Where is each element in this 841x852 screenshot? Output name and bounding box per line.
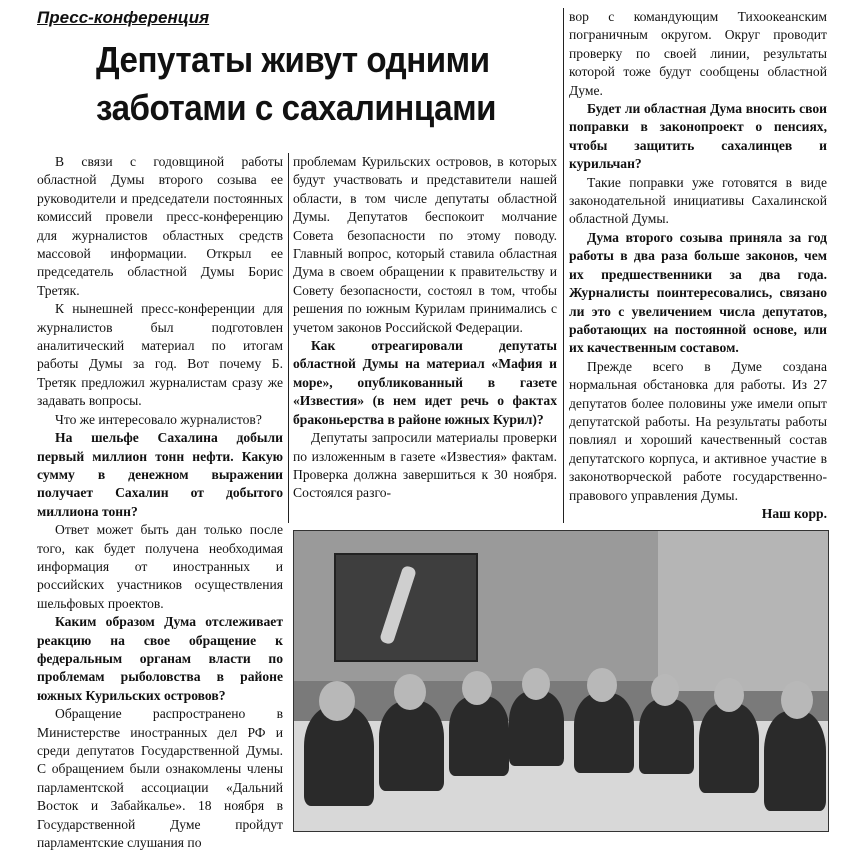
- answer-paragraph: Ответ может быть дан только после того, как будет получена необходимая информация от иностранных и российских участников осуществления шельфовых проектов.: [37, 522, 283, 611]
- photo-person: [699, 703, 759, 793]
- photo-head: [462, 671, 492, 705]
- photo-head: [522, 668, 550, 700]
- author-signature: Наш корр.: [761, 505, 827, 521]
- answer-paragraph: Такие поправки уже готовятся в виде законодательной инициативы Сахалинской областной Думы.: [569, 174, 827, 227]
- photo-head: [319, 681, 355, 721]
- photo-wall-map: [334, 553, 478, 662]
- photo-head: [781, 681, 813, 719]
- photo-person: [379, 701, 444, 791]
- photo-head: [714, 678, 744, 712]
- column-rule: [288, 153, 289, 523]
- question-paragraph: Будет ли областная Дума вносить свои поправки в законопроект о пенсиях, чтобы защитить сахалинцев и курильчан?: [569, 101, 827, 172]
- photo-head: [651, 674, 679, 706]
- question-paragraph: На шельфе Сахалина добыли первый миллион тонн нефти. Какую сумму в денежном выражении получает Сахалин от добытого миллиона тонн?: [37, 430, 283, 519]
- answer-paragraph: В связи с годовщиной работы областной Думы второго созыва ее руководители и председатели постоянных комиссий провели пресс-конференцию для журналистов областных средств массовой информации. Открыл ее председатель областной Думы Борис Третяк.: [37, 154, 283, 298]
- headline-line-1: Депутаты живут одними: [96, 39, 490, 80]
- answer-paragraph: проблемам Курильских островов, в которых будут участвовать и представители нашей области, в том числе депутаты областной Думы. Депутатов беспокоит молчание Совета безопасности по этому поводу. Главный вопрос, который ставила областная Дума в своем обращении к правительству и Совету безопасности, состоял в том, чтобы решения по южным Курилам принимались с учетом законов Российской Федерации.: [293, 154, 557, 335]
- answer-paragraph: Что же интересовало журналистов?: [55, 411, 262, 427]
- photo-head: [394, 674, 426, 710]
- photo-person: [304, 706, 374, 806]
- photo-person: [639, 699, 694, 774]
- section-rubric: Пресс-конференция: [37, 8, 210, 27]
- question-paragraph: Как отреагировали депутаты областной Думы на материал «Мафия и море», опубликованный в газете «Известия» (в нем идет речь о фактах браконьерства в районе южных Курил)?: [293, 338, 557, 427]
- article-column-1: [37, 153, 283, 852]
- photo-head: [587, 668, 617, 702]
- answer-paragraph: К нынешней пресс-конференции для журналистов был подготовлен аналитический материал по итогам работы Думы за год. Вот почему Б. Третяк предложил журналистам сразу же задавать вопросы.: [37, 301, 283, 409]
- photo-curtain: [658, 531, 828, 691]
- column-rule: [563, 8, 564, 523]
- photo-person: [574, 693, 634, 773]
- press-conference-photo: [293, 530, 829, 832]
- photo-person: [449, 696, 509, 776]
- photo-person: [764, 711, 826, 811]
- answer-paragraph: Обращение распространено в Министерстве иностранных дел РФ и среди депутатов Государственной Думы. С обращением были ознакомлены члены парламентской ассоциации «Дальний Восток и Забайкалье». 18 ноября в Государственной Думе пройдут парламентские слушания по: [37, 706, 283, 851]
- question-paragraph: Каким образом Дума отслеживает реакцию на свое обращение к федеральным органам власти по проблемам рыболовства в районе южных Курильских островов?: [37, 614, 283, 703]
- article-headline: [96, 36, 566, 132]
- question-paragraph: Дума второго созыва приняла за год работы в два раза больше законов, чем их предшественники за два года. Журналисты поинтересовались, связано ли это с увеличением числа депутатов, работающих на постоянной основе, или их качественным составом.: [569, 229, 827, 356]
- answer-paragraph: Прежде всего в Думе создана нормальная обстановка для работы. Из 27 депутатов более половины уже имели опыт депутатской работы. На результаты работы повлиял и хороший качественный состав депутатского корпуса, и активное участие в законотворческой работе государственно-правового управления Думы.: [569, 358, 827, 503]
- answer-paragraph: вор с командующим Тихоокеанским пограничным округом. Округ проводит проверку по своей линии, результаты которой тоже будут сообщены областной Думе.: [569, 9, 827, 98]
- article-column-3: [569, 8, 827, 523]
- photo-person: [509, 691, 564, 766]
- article-column-2: [293, 153, 557, 503]
- headline-line-2: заботами с сахалинцами: [96, 87, 497, 128]
- answer-paragraph: Депутаты запросили материалы проверки по изложенным в газете «Известия» фактам. Проверка должна завершиться к 30 ноября. Состоялся разго-: [293, 430, 557, 501]
